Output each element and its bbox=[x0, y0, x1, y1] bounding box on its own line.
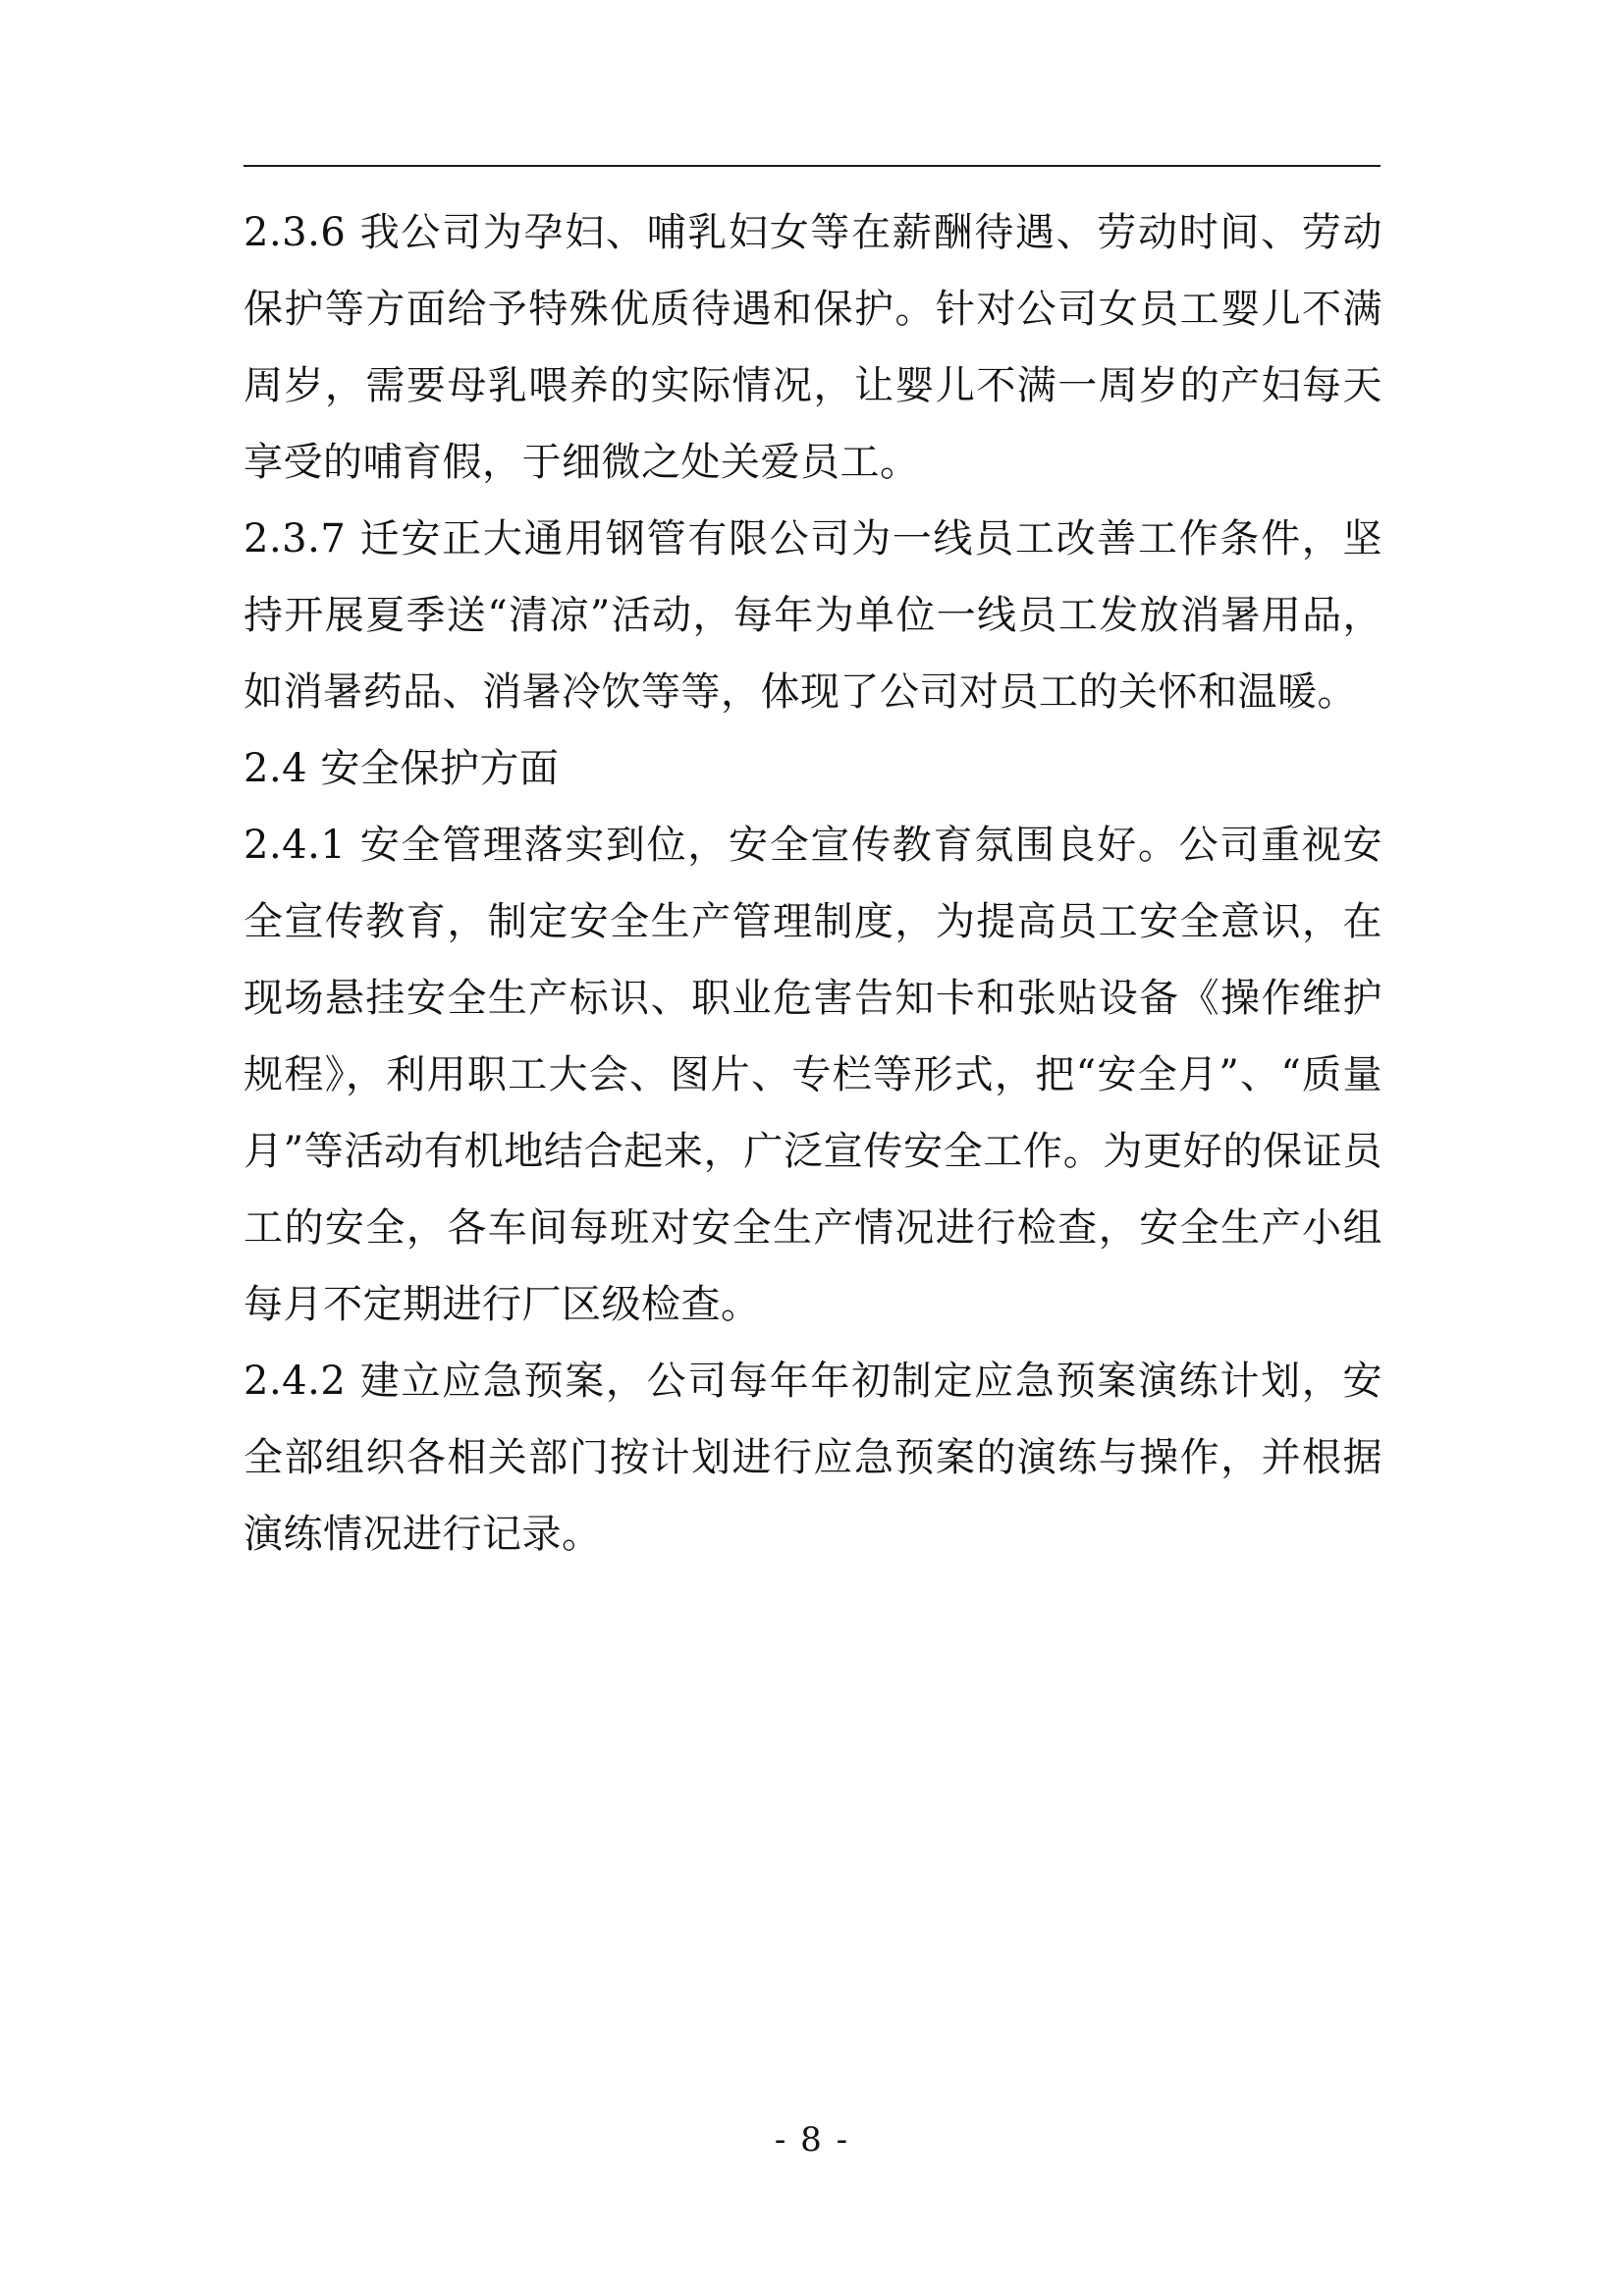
paragraph-2-4-1: 2.4.1 安全管理落实到位，安全宣传教育氛围良好。公司重视安全宣传教育，制定安全生产管理制度，为提高员工安全意识，在现场悬挂安全生产标识、职业危害告知卡和张贴设备《操作维护规程》，利用职工大会、图片、专栏等形式，把“安全月”、“质量月”等活动有机地结合起来，广泛宣传安全工作。为更好的保证员工的安全，各车间每班对安全生产情况进行检查，安全生产小组每月不定期进行厂区级检查。 bbox=[244, 823, 1382, 1327]
page-number: - 8 - bbox=[774, 2120, 850, 2160]
paragraph-2-3-6: 2.3.6 我公司为孕妇、哺乳妇女等在薪酬待遇、劳动时间、劳动保护等方面给予特殊优质待遇和保护。针对公司女员工婴儿不满周岁，需要母乳喂养的实际情况，让婴儿不满一周岁的产妇每天享受的哺育假，于细微之处关爱员工。 bbox=[244, 210, 1382, 485]
heading-2-4: 2.4 安全保护方面 bbox=[244, 746, 560, 791]
header-divider bbox=[244, 165, 1380, 167]
paragraph-2-3-7: 2.3.7 迁安正大通用钢管有限公司为一线员工改善工作条件，坚持开展夏季送“清凉”活动，每年为单位一线员工发放消暑用品，如消暑药品、消暑冷饮等等，体现了公司对员工的关怀和温暖。 bbox=[244, 516, 1382, 715]
document-body bbox=[244, 194, 1382, 1573]
paragraph-2-4-2: 2.4.2 建立应急预案，公司每年年初制定应急预案演练计划，安全部组织各相关部门按计划进行应急预案的演练与操作，并根据演练情况进行记录。 bbox=[244, 1359, 1382, 1557]
